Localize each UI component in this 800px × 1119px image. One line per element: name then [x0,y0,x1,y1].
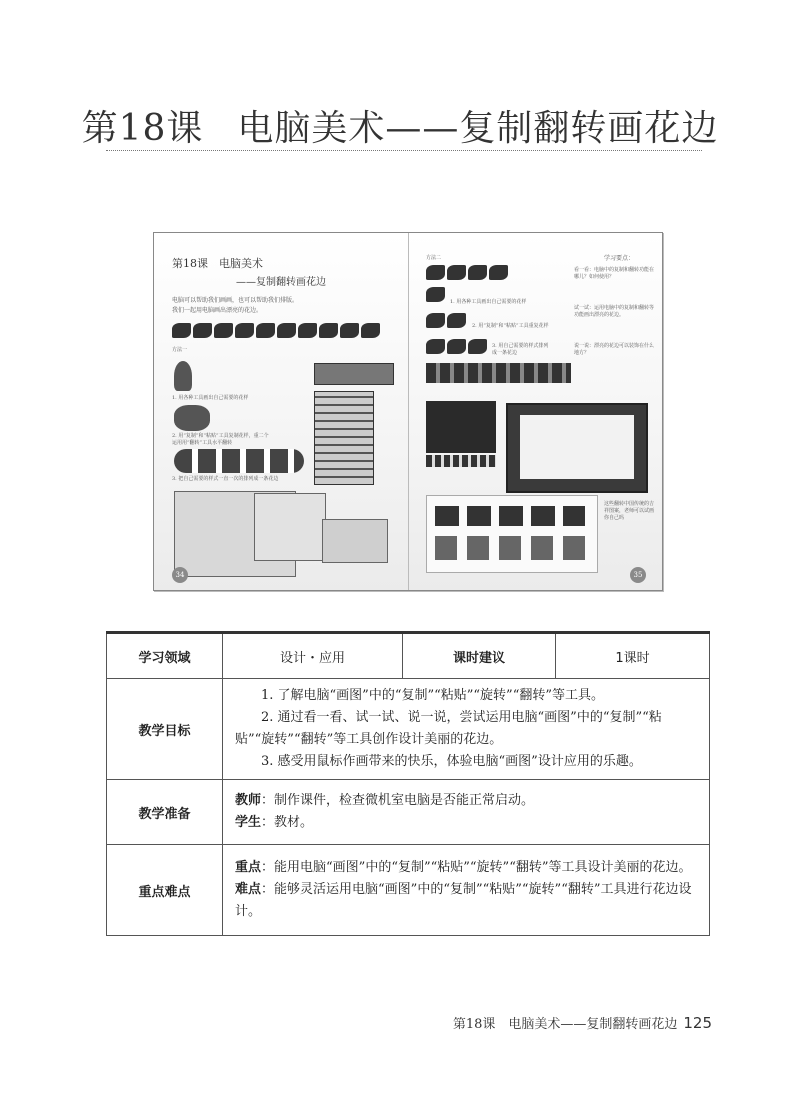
lesson-info-table [106,631,710,936]
spread-step-2b: 运用用“翻转”工具水平翻转 [172,440,233,446]
title-divider [106,150,702,151]
goal-item: 2. 通过看一看、试一试、说一说，尝试运用电脑“画图”中的“复制”“粘贴”“旋转”“翻转”等工具创作设计美丽的花边。 [235,710,662,747]
flower-pair [174,405,210,431]
prep-text: 制作课件，检查微机室电脑是否能正常启动。 [274,793,535,808]
header-domain-label: 学习领域 [107,633,223,679]
textbook-spread-image [153,232,663,591]
spread-m2-step-2: 2. 用“复制”和“粘贴”工具重复花样 [472,323,549,329]
spread-method-2: 方法二 [426,255,442,261]
focus-item: 重点：能用电脑“画图”中的“复制”“粘贴”“旋转”“翻转”等工具设计美丽的花边。 [235,860,692,875]
prep-content [223,780,710,845]
paint-toolbar-screenshot [314,363,394,385]
focus-content [223,845,710,936]
spread-method-1: 方法一 [172,347,188,353]
leaf-border-strip [426,363,571,383]
spread-learn-3: 说一说：漂亮的花边可以装饰在什么地方？ [574,343,655,356]
goals-label: 教学目标 [107,679,223,780]
chinese-pattern-panel [426,495,598,573]
spread-page-left: 34 [172,567,188,583]
focus-key: 难点 [235,882,262,897]
leaf-row-1 [426,265,510,284]
goal-item: 1. 了解电脑“画图”中的“复制”“粘贴”“旋转”“翻转”等工具。 [261,688,604,703]
goal-item: 3. 感受用鼠标作画带来的快乐，体验电脑“画图”设计应用的乐趣。 [261,754,642,769]
prep-item: 教师：制作课件，检查微机室电脑是否能正常启动。 [235,793,535,808]
table-row-prep [107,780,710,845]
lesson-number: 第18课 [81,108,204,149]
spread-step-3: 3. 把自己需要的样式一直一次的排列成一条花边 [172,476,279,482]
spread-fold [408,233,409,590]
spread-note: 这些翻转中国传统的吉祥图案，老师可以试画你自己吗 [604,501,655,521]
dinosaur-strip [426,455,496,467]
prep-key: 学生 [235,815,262,830]
footer-lesson: 第18课 电脑美术——复制翻转画花边 [452,1017,678,1032]
prep-item: 学生：教材。 [235,815,314,830]
page-title [0,100,800,151]
page-number: 125 [683,1014,712,1032]
prep-key: 教师 [235,793,262,808]
spread-step-1: 1. 用各种工具画出自己需要的花样 [172,395,249,401]
dialog-screenshot [322,519,388,563]
spread-m2-step-3: 3. 用自己需要的样式排列成一条花边 [492,343,549,356]
leaf-row-2 [426,287,447,306]
focus-label: 重点难点 [107,845,223,936]
spread-step-2: 2. 用“复制”和“粘贴”工具复制花样，重二个 [172,433,269,439]
header-domain-value: 设计・应用 [223,633,403,679]
spread-learn-1: 看一看：电脑中的复制和翻转功能在哪儿？如何使用？ [574,267,655,280]
spread-learn-2: 试一试：运用电脑中的复制和翻转等功能画出漂亮的花边。 [574,305,655,318]
focus-text: 能用电脑“画图”中的“复制”“粘贴”“旋转”“翻转”等工具设计美丽的花边。 [274,860,692,875]
header-hours-value: 1课时 [556,633,710,679]
goals-content [223,679,710,780]
table-row-focus [107,845,710,936]
lesson-name: 电脑美术——复制翻转画花边 [237,108,719,149]
spread-m2-step-1: 1. 用各种工具画出自己需要的花样 [450,299,527,305]
dinosaur-framed-image [506,403,648,493]
spread-page-right: 35 [630,567,646,583]
spread-intro-2: 我们一起用电脑画出漂亮的花边。 [172,307,263,314]
prep-label: 教学准备 [107,780,223,845]
menu-screenshot-2 [254,493,326,561]
page-footer [453,1013,712,1032]
table-row-goals [107,679,710,780]
border-pattern-row [172,323,382,342]
spread-left-subtitle: ——复制翻转画花边 [236,277,326,288]
paint-tools-screenshot [314,391,374,485]
dinosaur-tile-1 [426,401,496,453]
flower-row [174,449,304,473]
focus-text: 能够灵活运用电脑“画图”中的“复制”“粘贴”“旋转”“翻转”工具进行花边设计。 [235,882,692,919]
focus-key: 重点 [235,860,262,875]
prep-text: 教材。 [274,815,314,830]
spread-learn-title: 学习要点： [604,255,635,262]
spread-intro-1: 电脑可以帮助我们画画，也可以帮助我们排版。 [172,297,299,304]
leaf-row-3 [426,313,468,332]
table-header-row [107,633,710,679]
leaf-row-4 [426,339,489,358]
focus-item: 难点：能够灵活运用电脑“画图”中的“复制”“粘贴”“旋转”“翻转”工具进行花边设计。 [235,882,692,919]
header-hours-label: 课时建议 [403,633,556,679]
flower-motif [174,361,192,391]
spread-left-title: 第18课 电脑美术 [172,257,263,270]
